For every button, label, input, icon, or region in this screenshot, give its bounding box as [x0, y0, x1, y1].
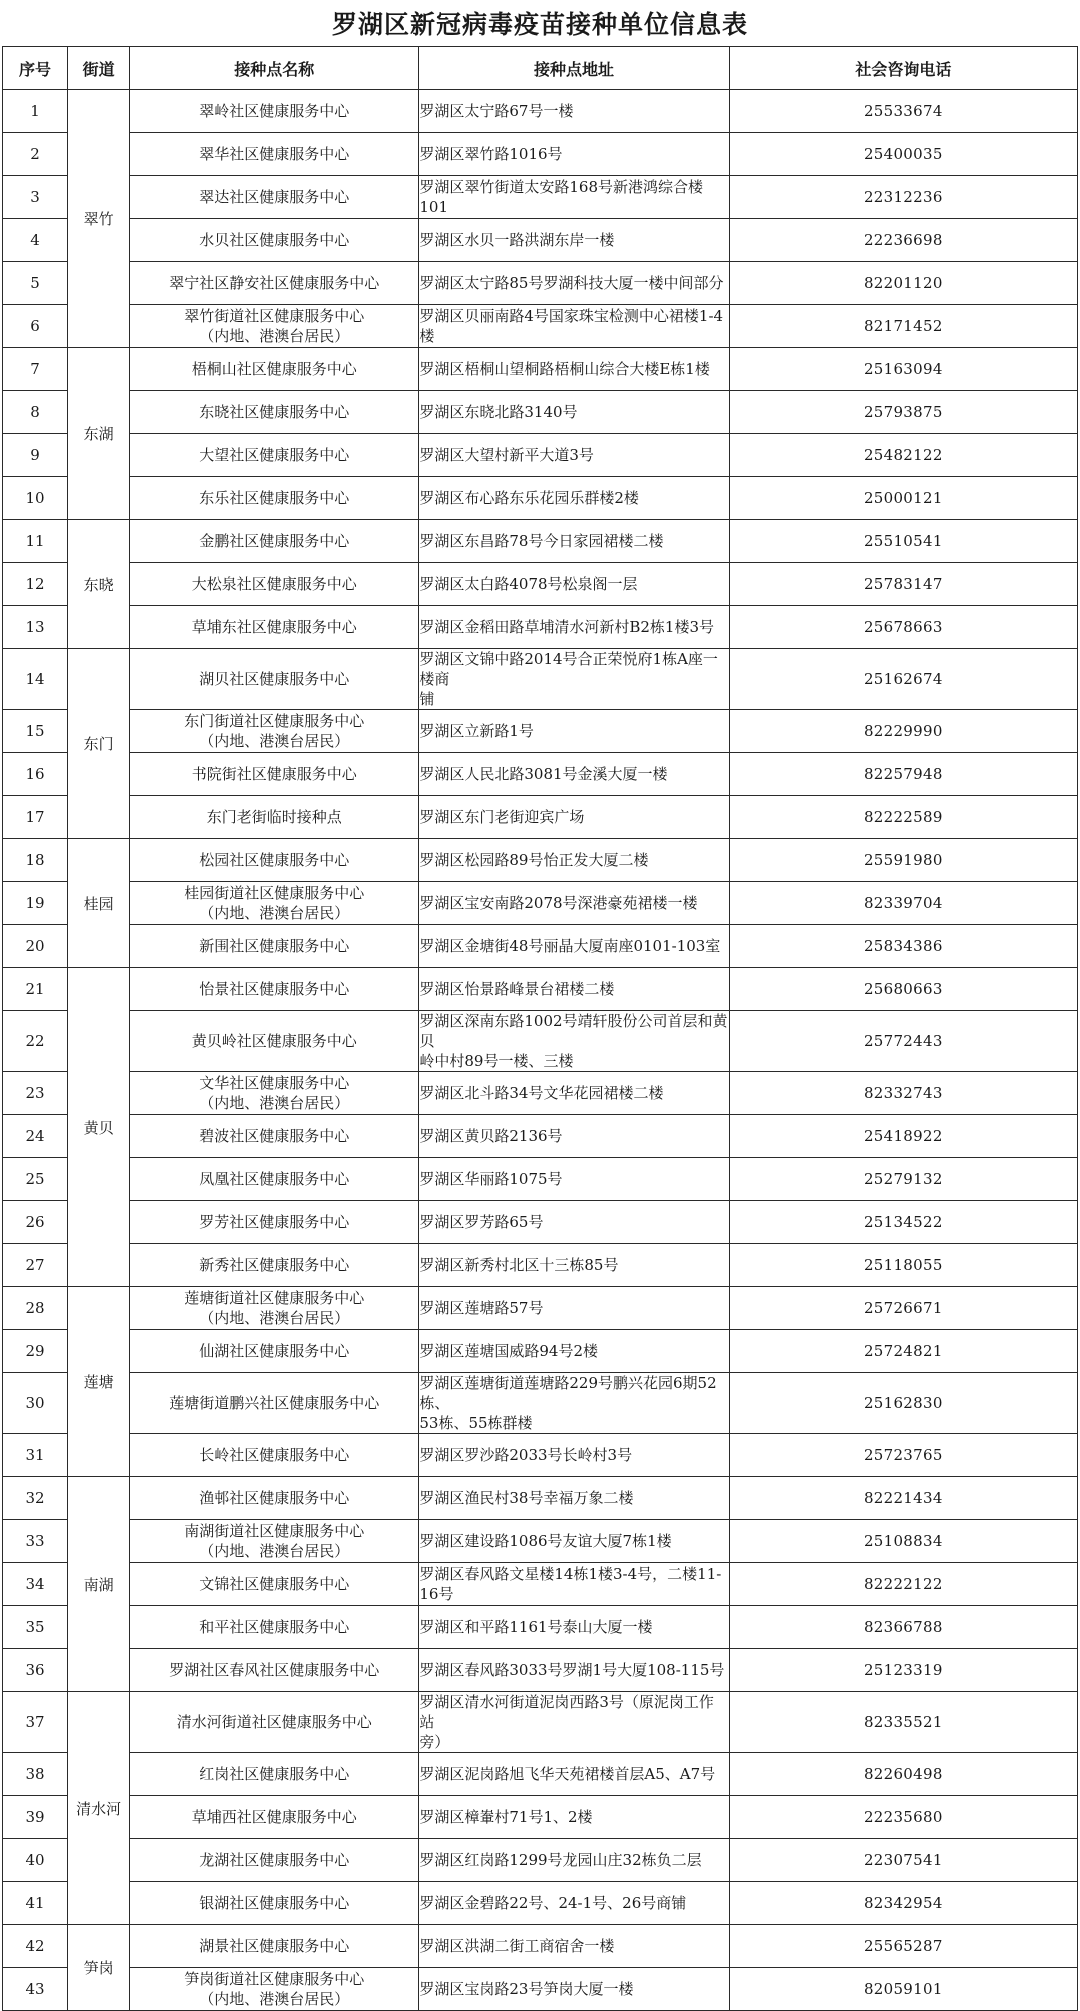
site-phone: 25783147 [729, 563, 1077, 606]
site-address: 罗湖区春风路3033号罗湖1号大厦108-115号 [419, 1649, 729, 1692]
site-address: 罗湖区罗沙路2033号长岭村3号 [419, 1434, 729, 1477]
site-phone: 25162830 [729, 1373, 1077, 1434]
street-name: 笋岗 [68, 1925, 130, 2011]
street-name: 桂园 [68, 839, 130, 968]
site-address: 罗湖区金碧路22号、24-1号、26号商铺 [419, 1882, 729, 1925]
street-name: 莲塘 [68, 1287, 130, 1477]
site-name: 翠岭社区健康服务中心 [130, 90, 419, 133]
site-phone: 82201120 [729, 262, 1077, 305]
street-name: 黄贝 [68, 968, 130, 1287]
site-phone: 82257948 [729, 753, 1077, 796]
table-row [3, 925, 1078, 968]
row-number: 4 [3, 219, 68, 262]
site-phone: 25510541 [729, 520, 1077, 563]
table-row [3, 176, 1078, 219]
site-address: 罗湖区金塘街48号丽晶大厦南座0101-103室 [419, 925, 729, 968]
site-address: 罗湖区怡景路峰景台裙楼二楼 [419, 968, 729, 1011]
table-row [3, 1692, 1078, 1753]
row-number: 41 [3, 1882, 68, 1925]
site-name: 清水河街道社区健康服务中心 [130, 1692, 419, 1753]
row-number: 13 [3, 606, 68, 649]
site-address: 罗湖区渔民村38号幸福万象二楼 [419, 1477, 729, 1520]
site-name: 金鹏社区健康服务中心 [130, 520, 419, 563]
site-address: 罗湖区水贝一路洪湖东岸一楼 [419, 219, 729, 262]
site-name: 东乐社区健康服务中心 [130, 477, 419, 520]
site-phone: 25482122 [729, 434, 1077, 477]
table-row [3, 1563, 1078, 1606]
table-row [3, 477, 1078, 520]
site-phone: 82222589 [729, 796, 1077, 839]
site-name: 莲塘街道鹏兴社区健康服务中心 [130, 1373, 419, 1434]
row-number: 29 [3, 1330, 68, 1373]
site-name: 碧波社区健康服务中心 [130, 1115, 419, 1158]
site-address: 罗湖区北斗路34号文华花园裙楼二楼 [419, 1072, 729, 1115]
table-row [3, 968, 1078, 1011]
site-name: 东门街道社区健康服务中心 （内地、港澳台居民） [130, 710, 419, 753]
site-phone: 25533674 [729, 90, 1077, 133]
site-address: 罗湖区梧桐山望桐路梧桐山综合大楼E栋1楼 [419, 348, 729, 391]
table-row [3, 1839, 1078, 1882]
table-row [3, 606, 1078, 649]
row-number: 12 [3, 563, 68, 606]
row-number: 11 [3, 520, 68, 563]
site-name: 银湖社区健康服务中心 [130, 1882, 419, 1925]
site-name: 湖景社区健康服务中心 [130, 1925, 419, 1968]
site-address: 罗湖区罗芳路65号 [419, 1201, 729, 1244]
site-name: 大望社区健康服务中心 [130, 434, 419, 477]
street-name: 翠竹 [68, 90, 130, 348]
site-name: 仙湖社区健康服务中心 [130, 1330, 419, 1373]
site-phone: 25400035 [729, 133, 1077, 176]
site-phone: 25134522 [729, 1201, 1077, 1244]
site-phone: 82332743 [729, 1072, 1077, 1115]
site-address: 罗湖区贝丽南路4号国家珠宝检测中心裙楼1-4楼 [419, 305, 729, 348]
site-name: 笋岗街道社区健康服务中心 （内地、港澳台居民） [130, 1968, 419, 2011]
row-number: 2 [3, 133, 68, 176]
site-name: 梧桐山社区健康服务中心 [130, 348, 419, 391]
site-name: 长岭社区健康服务中心 [130, 1434, 419, 1477]
table-row [3, 753, 1078, 796]
site-phone: 25591980 [729, 839, 1077, 882]
row-number: 25 [3, 1158, 68, 1201]
site-name: 南湖街道社区健康服务中心 （内地、港澳台居民） [130, 1520, 419, 1563]
site-name: 大松泉社区健康服务中心 [130, 563, 419, 606]
row-number: 43 [3, 1968, 68, 2011]
table-row [3, 1649, 1078, 1692]
site-address: 罗湖区太宁路85号罗湖科技大厦一楼中间部分 [419, 262, 729, 305]
row-number: 19 [3, 882, 68, 925]
table-row [3, 1330, 1078, 1373]
site-phone: 82229990 [729, 710, 1077, 753]
site-address: 罗湖区布心路东乐花园乐群楼2楼 [419, 477, 729, 520]
table-row [3, 1011, 1078, 1072]
header-no: 序号 [3, 47, 68, 90]
site-name: 凤凰社区健康服务中心 [130, 1158, 419, 1201]
site-phone: 25000121 [729, 477, 1077, 520]
site-address: 罗湖区泥岗路旭飞华天苑裙楼首层A5、A7号 [419, 1753, 729, 1796]
row-number: 30 [3, 1373, 68, 1434]
site-address: 罗湖区樟輋村71号1、2楼 [419, 1796, 729, 1839]
site-address: 罗湖区宝岗路23号笋岗大厦一楼 [419, 1968, 729, 2011]
street-name: 南湖 [68, 1477, 130, 1692]
site-address: 罗湖区和平路1161号泰山大厦一楼 [419, 1606, 729, 1649]
header-address: 接种点地址 [419, 47, 729, 90]
site-name: 翠华社区健康服务中心 [130, 133, 419, 176]
table-body [3, 90, 1078, 2011]
row-number: 32 [3, 1477, 68, 1520]
row-number: 28 [3, 1287, 68, 1330]
site-phone: 25723765 [729, 1434, 1077, 1477]
table-row [3, 839, 1078, 882]
row-number: 16 [3, 753, 68, 796]
table-row [3, 1520, 1078, 1563]
table-row [3, 1373, 1078, 1434]
site-name: 桂园街道社区健康服务中心 （内地、港澳台居民） [130, 882, 419, 925]
table-row [3, 1796, 1078, 1839]
site-name: 湖贝社区健康服务中心 [130, 649, 419, 710]
row-number: 9 [3, 434, 68, 477]
table-row [3, 1158, 1078, 1201]
site-name: 莲塘街道社区健康服务中心 （内地、港澳台居民） [130, 1287, 419, 1330]
table-row [3, 1606, 1078, 1649]
table-row [3, 1968, 1078, 2011]
row-number: 33 [3, 1520, 68, 1563]
row-number: 36 [3, 1649, 68, 1692]
site-phone: 25724821 [729, 1330, 1077, 1373]
site-name: 渔邨社区健康服务中心 [130, 1477, 419, 1520]
site-address: 罗湖区翠竹街道太安路168号新港鸿综合楼101 [419, 176, 729, 219]
site-address: 罗湖区太宁路67号一楼 [419, 90, 729, 133]
site-phone: 25418922 [729, 1115, 1077, 1158]
site-address: 罗湖区黄贝路2136号 [419, 1115, 729, 1158]
site-name: 东晓社区健康服务中心 [130, 391, 419, 434]
row-number: 26 [3, 1201, 68, 1244]
site-address: 罗湖区松园路89号怡正发大厦二楼 [419, 839, 729, 882]
site-phone: 25118055 [729, 1244, 1077, 1287]
site-address: 罗湖区新秀村北区十三栋85号 [419, 1244, 729, 1287]
row-number: 21 [3, 968, 68, 1011]
site-name: 东门老街临时接种点 [130, 796, 419, 839]
row-number: 1 [3, 90, 68, 133]
table-row [3, 348, 1078, 391]
page-title: 罗湖区新冠病毒疫苗接种单位信息表 [331, 10, 748, 39]
site-phone: 22307541 [729, 1839, 1077, 1882]
site-address: 罗湖区东晓北路3140号 [419, 391, 729, 434]
table-row [3, 1287, 1078, 1330]
site-address: 罗湖区翠竹路1016号 [419, 133, 729, 176]
site-phone: 25680663 [729, 968, 1077, 1011]
site-phone: 25726671 [729, 1287, 1077, 1330]
site-address: 罗湖区宝安南路2078号深港豪苑裙楼一楼 [419, 882, 729, 925]
site-address: 罗湖区文锦中路2014号合正荣悦府1栋A座一楼商 铺 [419, 649, 729, 710]
site-address: 罗湖区华丽路1075号 [419, 1158, 729, 1201]
street-name: 清水河 [68, 1692, 130, 1925]
site-phone: 25123319 [729, 1649, 1077, 1692]
table-row [3, 1072, 1078, 1115]
table-row [3, 1434, 1078, 1477]
site-name: 黄贝岭社区健康服务中心 [130, 1011, 419, 1072]
row-number: 3 [3, 176, 68, 219]
row-number: 37 [3, 1692, 68, 1753]
site-phone: 82171452 [729, 305, 1077, 348]
table-row [3, 1244, 1078, 1287]
table-row [3, 1477, 1078, 1520]
row-number: 38 [3, 1753, 68, 1796]
header-phone: 社会咨询电话 [729, 47, 1077, 90]
site-phone: 22312236 [729, 176, 1077, 219]
site-address: 罗湖区东昌路78号今日家园裙楼二楼 [419, 520, 729, 563]
site-phone: 82221434 [729, 1477, 1077, 1520]
site-phone: 82366788 [729, 1606, 1077, 1649]
site-phone: 25678663 [729, 606, 1077, 649]
row-number: 7 [3, 348, 68, 391]
row-number: 35 [3, 1606, 68, 1649]
site-name: 新秀社区健康服务中心 [130, 1244, 419, 1287]
street-name: 东湖 [68, 348, 130, 520]
row-number: 15 [3, 710, 68, 753]
site-phone: 82222122 [729, 1563, 1077, 1606]
site-address: 罗湖区洪湖二街工商宿舍一楼 [419, 1925, 729, 1968]
table-header-row [3, 47, 1078, 90]
site-phone: 25108834 [729, 1520, 1077, 1563]
site-name: 水贝社区健康服务中心 [130, 219, 419, 262]
row-number: 17 [3, 796, 68, 839]
row-number: 5 [3, 262, 68, 305]
site-address: 罗湖区莲塘路57号 [419, 1287, 729, 1330]
site-address: 罗湖区大望村新平大道3号 [419, 434, 729, 477]
site-address: 罗湖区建设路1086号友谊大厦7栋1楼 [419, 1520, 729, 1563]
site-name: 文华社区健康服务中心 （内地、港澳台居民） [130, 1072, 419, 1115]
site-address: 罗湖区东门老街迎宾广场 [419, 796, 729, 839]
site-name: 文锦社区健康服务中心 [130, 1563, 419, 1606]
site-name: 翠宁社区静安社区健康服务中心 [130, 262, 419, 305]
site-address: 罗湖区深南东路1002号靖轩股份公司首层和黄贝 岭中村89号一楼、三楼 [419, 1012, 728, 1070]
table-row [3, 219, 1078, 262]
row-number: 18 [3, 839, 68, 882]
vaccination-sites-table [2, 46, 1078, 2011]
row-number: 42 [3, 1925, 68, 1968]
row-number: 39 [3, 1796, 68, 1839]
table-row [3, 520, 1078, 563]
table-row [3, 563, 1078, 606]
site-phone: 25834386 [729, 925, 1077, 968]
table-row [3, 305, 1078, 348]
site-phone: 82059101 [729, 1968, 1077, 2011]
row-number: 40 [3, 1839, 68, 1882]
site-address: 罗湖区清水河街道泥岗西路3号（原泥岗工作站 旁） [419, 1692, 729, 1753]
table-row [3, 649, 1078, 710]
site-phone: 25162674 [729, 649, 1077, 710]
table-row [3, 882, 1078, 925]
site-phone: 82339704 [729, 882, 1077, 925]
site-name: 草埔西社区健康服务中心 [130, 1796, 419, 1839]
site-name: 红岗社区健康服务中心 [130, 1753, 419, 1796]
site-address: 罗湖区莲塘国威路94号2楼 [419, 1330, 729, 1373]
site-address: 罗湖区立新路1号 [419, 710, 729, 753]
table-row [3, 1753, 1078, 1796]
site-name: 草埔东社区健康服务中心 [130, 606, 419, 649]
site-address: 罗湖区红岗路1299号龙园山庄32栋负二层 [419, 1839, 729, 1882]
site-name: 翠达社区健康服务中心 [130, 176, 419, 219]
site-address: 罗湖区太白路4078号松泉阁一层 [419, 563, 729, 606]
row-number: 8 [3, 391, 68, 434]
table-row [3, 1201, 1078, 1244]
site-name: 怡景社区健康服务中心 [130, 968, 419, 1011]
site-name: 松园社区健康服务中心 [130, 839, 419, 882]
site-phone: 25565287 [729, 1925, 1077, 1968]
table-row [3, 1115, 1078, 1158]
site-phone: 22236698 [729, 219, 1077, 262]
row-number: 31 [3, 1434, 68, 1477]
row-number: 24 [3, 1115, 68, 1158]
site-name: 新围社区健康服务中心 [130, 925, 419, 968]
site-name: 翠竹街道社区健康服务中心 （内地、港澳台居民） [130, 305, 419, 348]
row-number: 27 [3, 1244, 68, 1287]
site-name: 和平社区健康服务中心 [130, 1606, 419, 1649]
site-phone: 82342954 [729, 1882, 1077, 1925]
street-name: 东晓 [68, 520, 130, 649]
row-number: 14 [3, 649, 68, 710]
site-phone: 22235680 [729, 1796, 1077, 1839]
row-number: 6 [3, 305, 68, 348]
site-address: 罗湖区人民北路3081号金溪大厦一楼 [419, 753, 729, 796]
street-name: 东门 [68, 649, 130, 839]
site-phone: 25163094 [729, 348, 1077, 391]
table-row [3, 434, 1078, 477]
site-phone: 25793875 [729, 391, 1077, 434]
table-row [3, 1882, 1078, 1925]
table-row [3, 133, 1078, 176]
site-name: 罗湖社区春风社区健康服务中心 [130, 1649, 419, 1692]
site-phone: 25772443 [729, 1011, 1077, 1072]
site-address: 罗湖区莲塘街道莲塘路229号鹏兴花园6期52栋、 53栋、55栋群楼 [419, 1373, 729, 1434]
site-address: 罗湖区金稻田路草埔清水河新村B2栋1楼3号 [419, 606, 729, 649]
row-number: 20 [3, 925, 68, 968]
header-street: 街道 [68, 47, 130, 90]
table-row [3, 1925, 1078, 1968]
site-name: 罗芳社区健康服务中心 [130, 1201, 419, 1244]
table-row [3, 262, 1078, 305]
site-phone: 25279132 [729, 1158, 1077, 1201]
row-number: 22 [3, 1011, 68, 1072]
site-phone: 82335521 [729, 1692, 1077, 1753]
site-phone: 82260498 [729, 1753, 1077, 1796]
site-name: 龙湖社区健康服务中心 [130, 1839, 419, 1882]
row-number: 23 [3, 1072, 68, 1115]
site-name: 书院街社区健康服务中心 [130, 753, 419, 796]
table-row [3, 710, 1078, 753]
row-number: 34 [3, 1563, 68, 1606]
table-row [3, 90, 1078, 133]
header-site-name: 接种点名称 [130, 47, 419, 90]
row-number: 10 [3, 477, 68, 520]
site-address: 罗湖区春风路文星楼14栋1楼3-4号，二楼11-16号 [419, 1563, 729, 1606]
table-row [3, 796, 1078, 839]
table-row [3, 391, 1078, 434]
